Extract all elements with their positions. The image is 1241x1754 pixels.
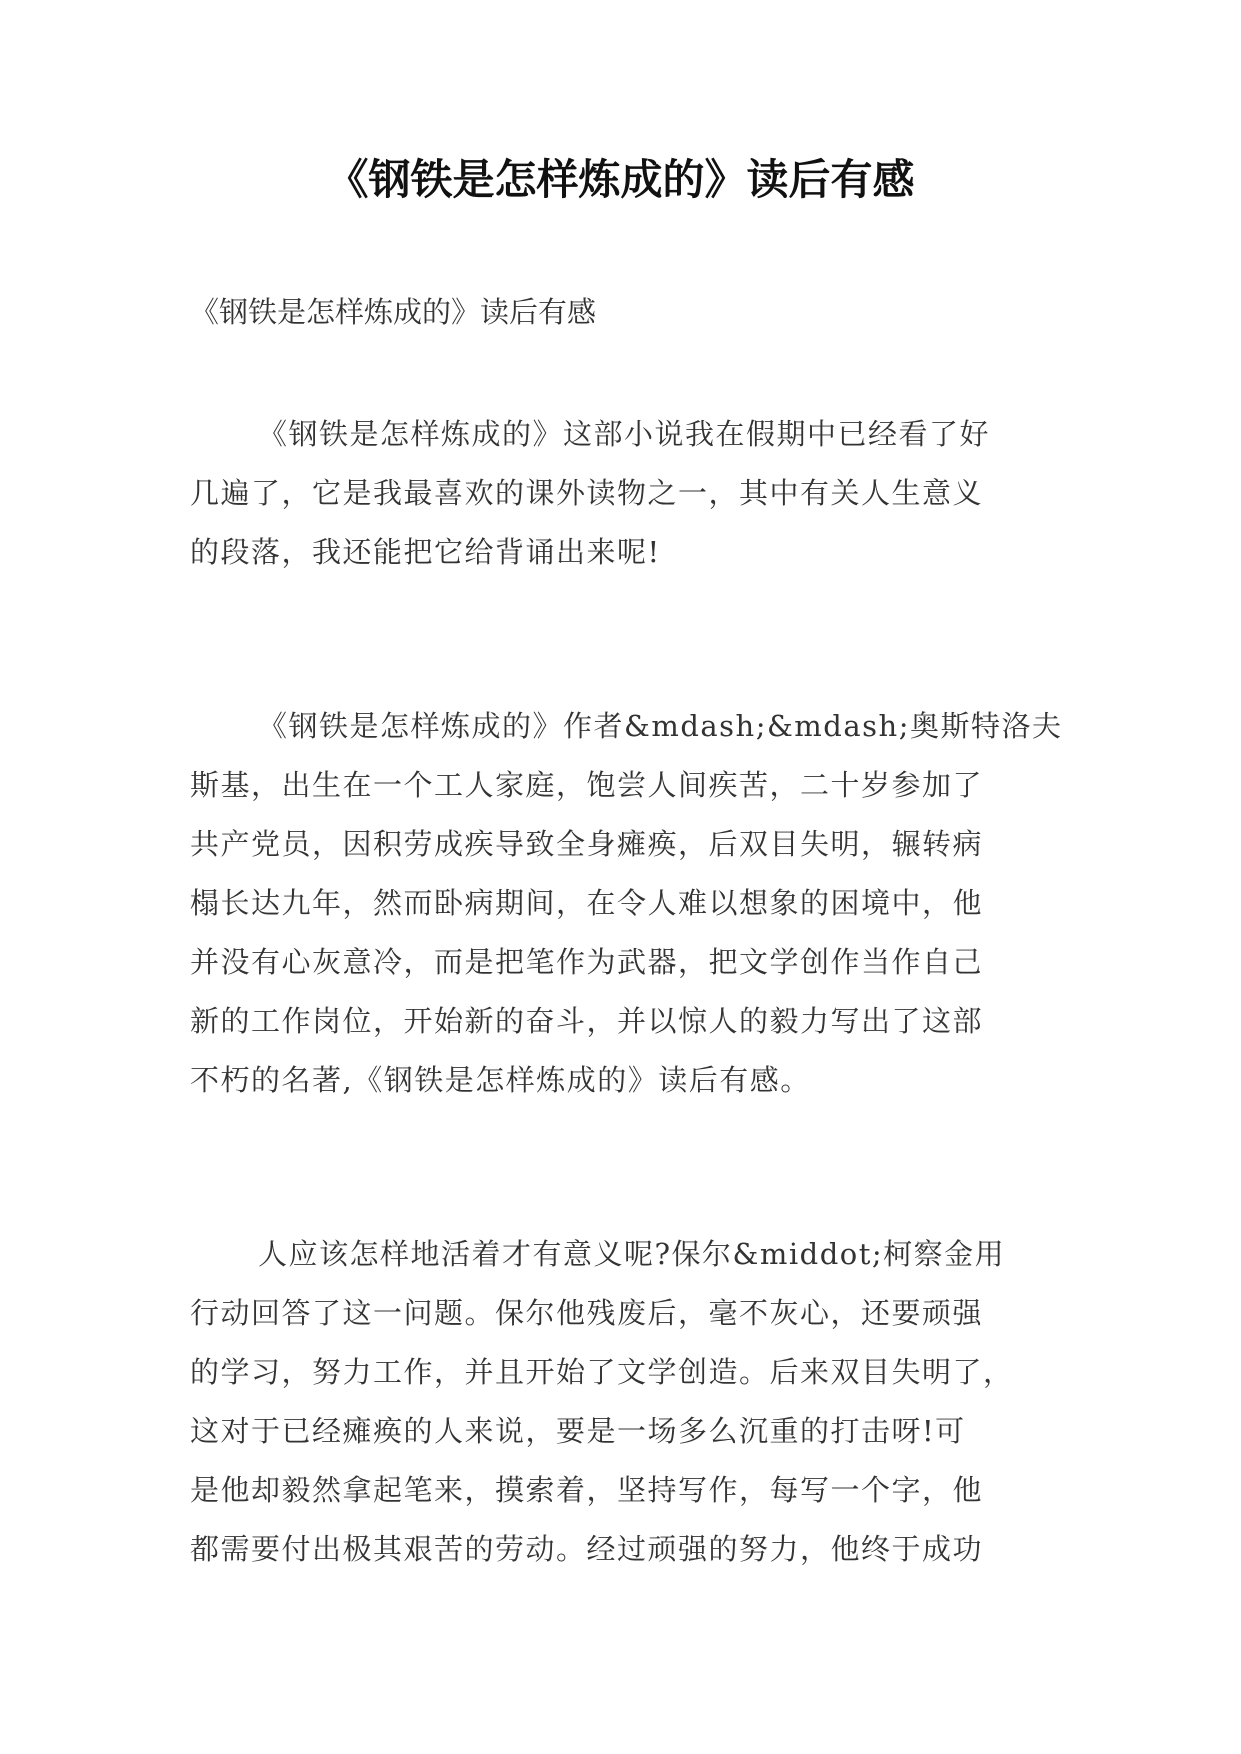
paragraph-line: 新的工作岗位，开始新的奋斗，并以惊人的毅力写出了这部 — [190, 1004, 984, 1038]
paragraph-line: 共产党员，因积劳成疾导致全身瘫痪，后双目失明，辗转病 — [190, 827, 984, 861]
paragraph-1 — [190, 405, 1060, 582]
paragraph-line: 《钢铁是怎样炼成的》作者&mdash;&mdash;奥斯特洛夫 — [258, 709, 1063, 743]
paragraph-3 — [190, 1225, 1060, 1579]
paragraph-2 — [190, 697, 1063, 1110]
paragraph-line: 行动回答了这一问题。保尔他残废后，毫不灰心，还要顽强 — [190, 1296, 984, 1330]
paragraph-line: 并没有心灰意冷，而是把笔作为武器，把文学创作当作自己 — [190, 945, 984, 979]
paragraph-line: 是他却毅然拿起笔来，摸索着，坚持写作，每写一个字，他 — [190, 1473, 984, 1507]
paragraph-line: 斯基，出生在一个工人家庭，饱尝人间疾苦，二十岁参加了 — [190, 768, 984, 802]
paragraph-line: 人应该怎样地活着才有意义呢?保尔&middot;柯察金用 — [258, 1237, 1006, 1271]
paragraph-line: 榻长达九年，然而卧病期间，在令人难以想象的困境中，他 — [190, 886, 984, 920]
document-subtitle: 《钢铁是怎样炼成的》读后有感 — [190, 295, 597, 329]
paragraph-line: 不朽的名著,《钢铁是怎样炼成的》读后有感。 — [190, 1063, 811, 1097]
paragraph-line: 这对于已经瘫痪的人来说，要是一场多么沉重的打击呀!可 — [190, 1414, 966, 1448]
paragraph-line: 《钢铁是怎样炼成的》这部小说我在假期中已经看了好 — [258, 417, 991, 451]
paragraph-line: 几遍了，它是我最喜欢的课外读物之一，其中有关人生意义 — [190, 476, 984, 510]
paragraph-line: 的段落，我还能把它给背诵出来呢! — [190, 535, 661, 569]
document-title: 《钢铁是怎样炼成的》读后有感 — [326, 155, 915, 204]
paragraph-line: 都需要付出极其艰苦的劳动。经过顽强的努力，他终于成功 — [190, 1532, 984, 1566]
paragraph-line: 的学习，努力工作，并且开始了文学创造。后来双目失明了， — [190, 1355, 1014, 1389]
